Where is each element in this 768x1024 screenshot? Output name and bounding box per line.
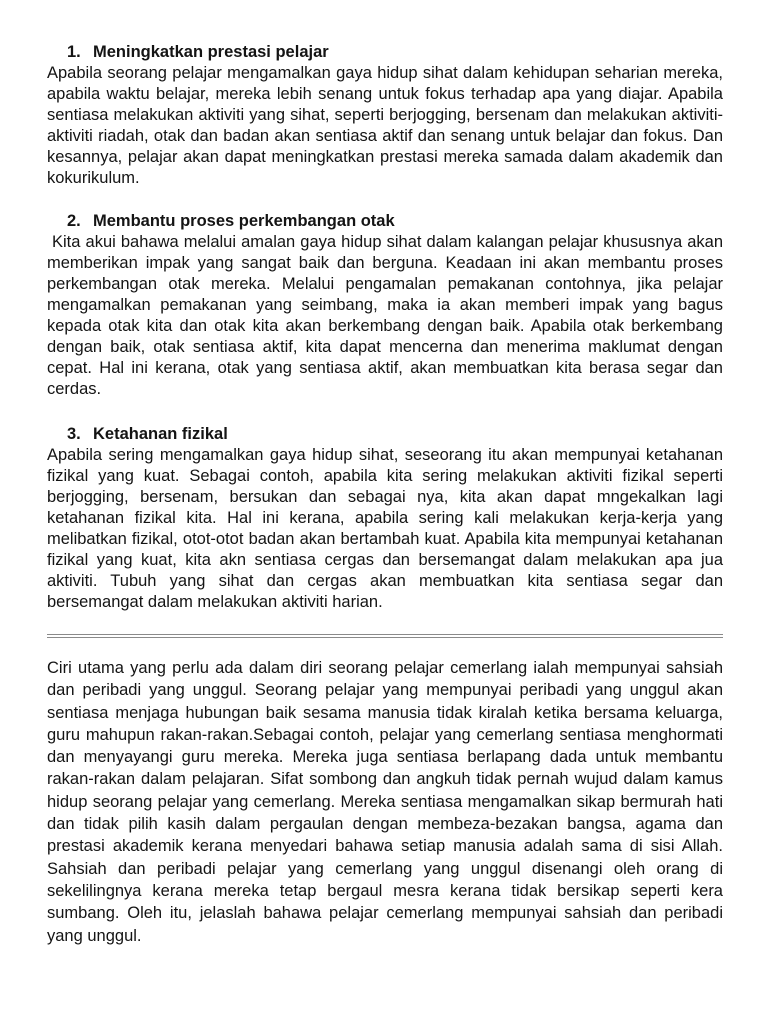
section-3 [47,424,723,613]
section-title: Meningkatkan prestasi pelajar [93,43,329,61]
section-number: 3. [67,425,81,443]
section-body: Apabila sering mengamalkan gaya hidup sihat, seseorang itu akan mempunyai ketahanan fizikal yang kuat. Sebagai contoh, apabila kita sering melakukan aktiviti fizikal seperti berjogging, bersenam, bersukan dan sebagai nya, kita akan dapat mngekalkan lagi ketahanan fizikal kita. Hal ini kerana, apabila sering kali melakukan kerja-kerja yang melibatkan fizikal, otot-otot badan akan bertambah kuat. Apabila kita mempunyai ketahanan fizikal yang kuat, kita akn sentiasa cergas dan bersemangat dalam melakukan apa jua aktiviti. Tubuh yang sihat dan cergas akan membuatkan kita sentiasa segar dan bersemangat dalam melakukan aktiviti harian. [47,446,723,611]
section-2 [47,211,723,400]
section-title: Ketahanan fizikal [93,425,228,443]
section-number: 2. [67,212,81,230]
section-heading [67,42,723,63]
closing-paragraph: Ciri utama yang perlu ada dalam diri seorang pelajar cemerlang ialah mempunyai sahsiah dan peribadi yang unggul. Seorang pelajar yang mempunyai peribadi yang unggul akan sentiasa menjaga hubungan baik sesama manusia tidak kiralah ketika bersama keluarga, guru mahupun rakan-rakan.Sebagai contoh, pelajar yang cemerlang sentiasa menghormati dan menyayangi guru mereka. Mereka juga sentiasa berlapang dada untuk membantu rakan-rakan dalam pelajaran. Sifat sombong dan angkuh tidak pernah wujud dalam kamus hidup seorang pelajar yang cemerlang. Mereka sentiasa mengamalkan sikap bermurah hati dan tidak pilih kasih dalam pergaulan dengan membeza-bezakan bangsa, agama dan prestasi akademik kerana menyedari bahawa setiap manusia adalah sama di sisi Allah. Sahsiah dan peribadi pelajar yang cemerlang yang unggul disenangi oleh orang di sekelilingnya kerana mereka tetap bergaul mesra kerana tidak bersikap seperti kera sumbang. Oleh itu, jelaslah bahawa pelajar cemerlang mempunyai sahsiah dan peribadi yang unggul. [47,659,723,945]
section-heading [67,424,723,445]
section-1 [47,42,723,189]
section-number: 1. [67,43,81,61]
section-body: Apabila seorang pelajar mengamalkan gaya hidup sihat dalam kehidupan seharian mereka, apabila waktu belajar, mereka lebih senang untuk fokus terhadap apa yang diajar. Apabila sentiasa melakukan aktiviti yang sihat, seperti berjogging, bersenam dan melakukan aktiviti-aktiviti riadah, otak dan badan akan sentiasa aktif dan senang untuk belajar dan fokus. Dan kesannya, pelajar akan dapat meningkatkan prestasi mereka samada dalam akademik dan kokurikulum. [47,64,723,187]
section-heading [67,211,723,232]
section-title: Membantu proses perkembangan otak [93,212,395,230]
closing-section [47,657,723,947]
section-body: Kita akui bahawa melalui amalan gaya hidup sihat dalam kalangan pelajar khususnya akan memberikan impak yang sangat baik dan berguna. Keadaan ini akan membantu proses perkembangan otak mereka. Melalui pengamalan pemakanan contohnya, jika pelajar mengamalkan pemakanan yang seimbang, maka ia akan memberi impak yang bagus kepada otak kita dan otak kita akan berkembang dengan baik. Apabila otak berkembang dengan baik, otak sentiasa aktif, kita dapat mencerna dan menerima maklumat dengan cepat. Hal ini kerana, otak yang sentiasa aktif, akan membuatkan kita berasa segar dan cerdas. [47,233,723,398]
double-rule-divider [47,634,723,638]
